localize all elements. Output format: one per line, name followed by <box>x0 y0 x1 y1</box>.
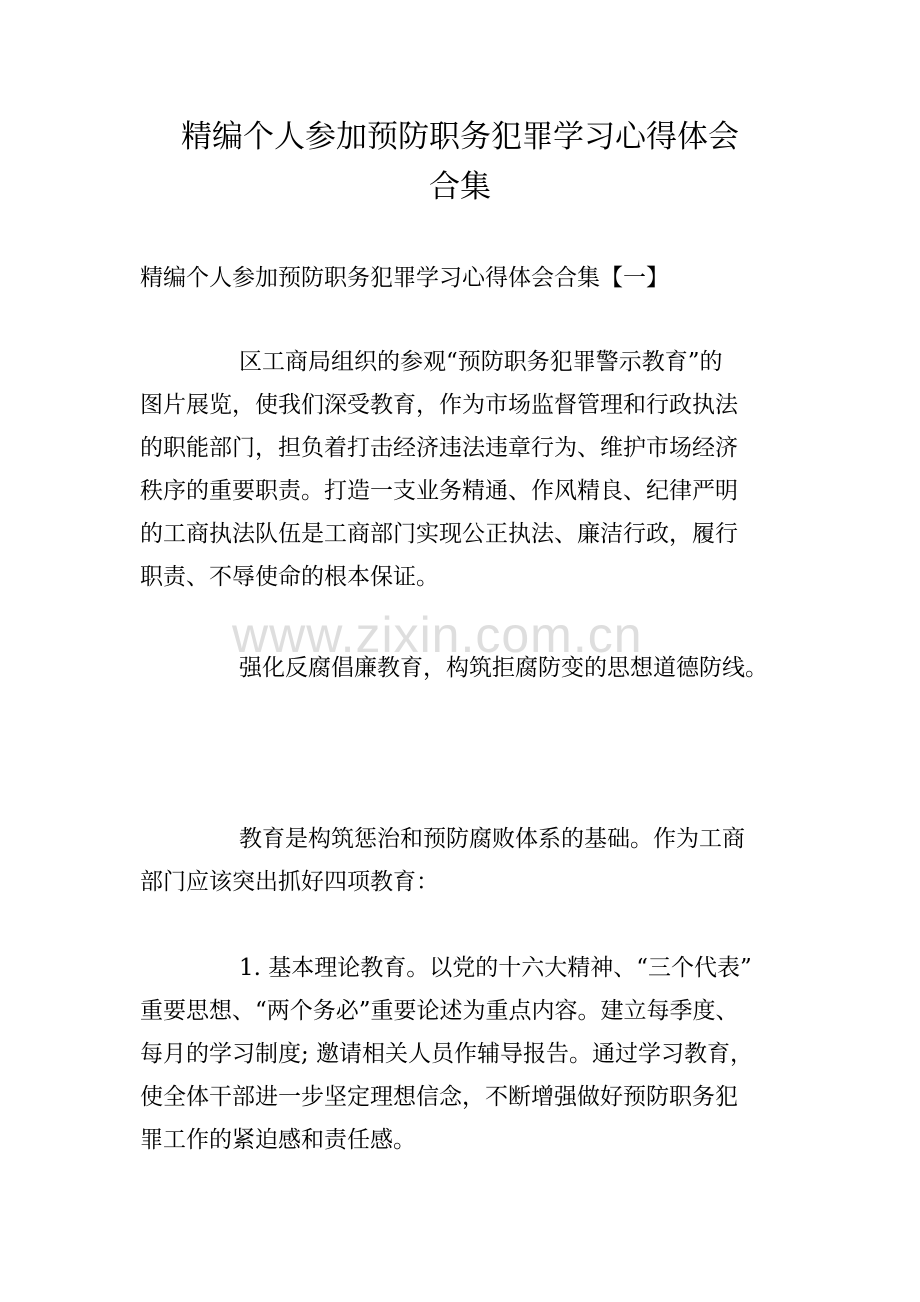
title-line-1: 精编个人参加预防职务犯罪学习心得体会 <box>181 119 739 155</box>
paragraph-1 <box>140 341 790 599</box>
paragraph-line: 1. 基本理论教育。以党的十六大精神、“三个代表” <box>239 955 752 981</box>
paragraph-line: 的工商执法队伍是工商部门实现公正执法、廉洁行政，履行 <box>140 521 738 547</box>
paragraph-line: 使全体干部进一步坚定理想信念，不断增强做好预防职务犯 <box>140 1084 738 1110</box>
paragraph-line: 每月的学习制度; 邀请相关人员作辅导报告。通过学习教育， <box>140 1041 754 1067</box>
paragraph-line: 罪工作的紧迫感和责任感。 <box>140 1127 416 1153</box>
paragraph-line: 教育是构筑惩治和预防腐败体系的基础。作为工商 <box>239 826 745 852</box>
paragraph-line: 职责、不辱使命的根本保证。 <box>140 564 439 590</box>
paragraph-line: 的职能部门，担负着打击经济违法违章行为、维护市场经济 <box>140 435 738 461</box>
title-line-2: 合集 <box>429 169 491 205</box>
paragraph-line: 部门应该突出抓好四项教育： <box>140 869 439 895</box>
paragraph-line: 图片展览，使我们深受教育，作为市场监督管理和行政执法 <box>140 392 738 418</box>
paragraph-line: 区工商局组织的参观“预防职务犯罪警示教育”的 <box>239 349 723 375</box>
document-title <box>140 112 780 212</box>
paragraph-line: 秩序的重要职责。打造一支业务精通、作风精良、纪律严明 <box>140 478 738 504</box>
section-heading: 精编个人参加预防职务犯罪学习心得体会合集【一】 <box>140 265 669 291</box>
paragraph-3 <box>140 818 790 904</box>
watermark-text: www.zixin.com.cn <box>232 607 643 663</box>
paragraph-line: 强化反腐倡廉教育，构筑拒腐防变的思想道德防线。 <box>239 655 768 681</box>
paragraph-line: 重要思想、“两个务必”重要论述为重点内容。建立每季度、 <box>140 998 739 1024</box>
paragraph-2 <box>140 647 790 690</box>
paragraph-4 <box>140 947 790 1162</box>
